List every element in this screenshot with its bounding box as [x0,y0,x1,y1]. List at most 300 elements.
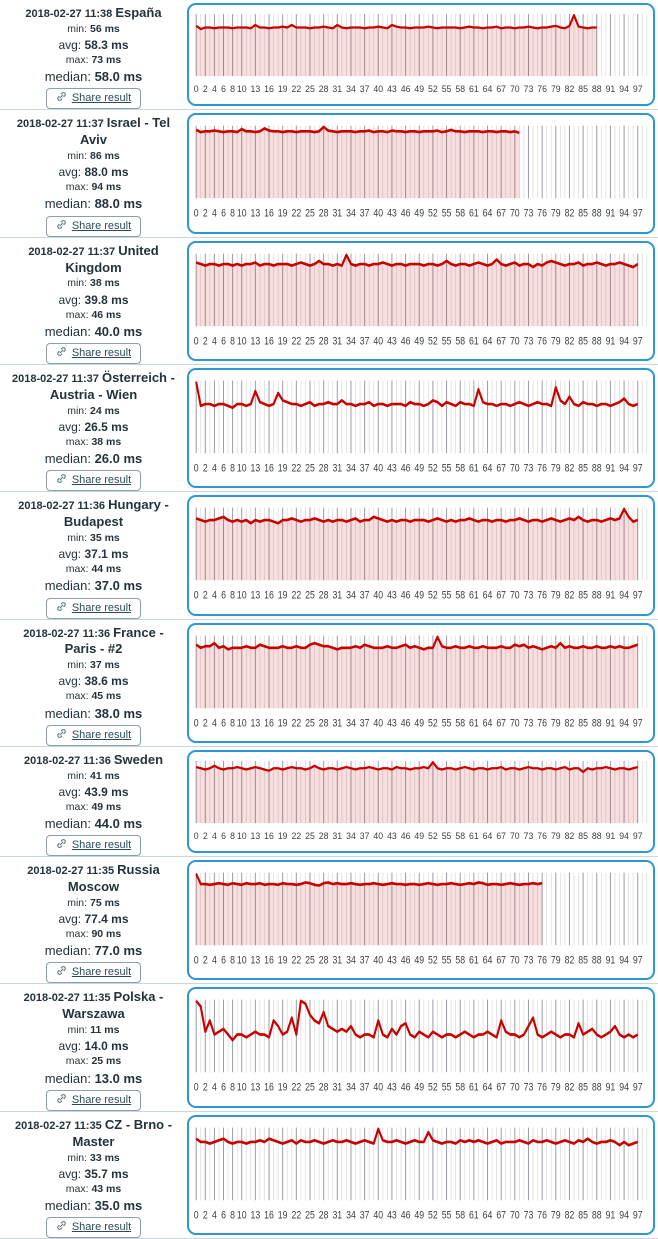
svg-text:10: 10 [236,462,247,476]
svg-text:94: 94 [619,717,629,730]
svg-text:28: 28 [318,954,329,968]
max-value: 73 ms [91,54,122,67]
svg-text:49: 49 [414,717,425,730]
svg-text:88: 88 [591,83,602,95]
svg-text:28: 28 [318,1082,329,1095]
svg-text:52: 52 [428,1209,438,1222]
avg-value: 37.1 ms [84,547,129,562]
avg-value: 43.9 ms [84,784,129,799]
result-title [0,115,187,149]
svg-text:8: 8 [230,208,236,221]
svg-text:19: 19 [277,830,288,841]
svg-text:55: 55 [441,1209,452,1222]
svg-text:0: 0 [193,590,199,603]
chart-area [187,857,658,983]
svg-text:10: 10 [236,830,247,841]
svg-text:91: 91 [605,335,616,348]
median-label: median: [44,943,91,959]
min-stat [0,770,187,783]
min-stat [0,659,187,672]
svg-text:31: 31 [332,830,343,841]
min-label: min: [67,150,88,163]
svg-text:52: 52 [428,590,438,603]
median-label: median: [44,450,91,466]
median-value: 26.0 ms [94,450,143,466]
svg-text:55: 55 [441,208,452,221]
svg-text:91: 91 [605,208,616,221]
chart-area [187,620,658,746]
svg-text:8: 8 [230,954,236,968]
svg-text:79: 79 [550,717,561,730]
svg-text:2: 2 [202,954,208,968]
svg-text:13: 13 [250,208,261,221]
svg-text:46: 46 [400,335,411,348]
svg-text:22: 22 [291,335,302,348]
svg-text:88: 88 [591,717,602,730]
svg-text:58: 58 [455,830,466,841]
ping-latency-chart [189,625,653,741]
svg-text:82: 82 [564,462,575,476]
svg-text:94: 94 [619,954,629,968]
svg-text:79: 79 [550,335,561,348]
max-value: 38 ms [91,435,122,448]
svg-text:70: 70 [509,954,520,968]
avg-value: 26.5 ms [84,419,129,434]
median-stat [0,69,187,85]
median-value: 77.0 ms [94,943,143,959]
svg-text:37: 37 [359,462,370,476]
max-stat [0,181,187,194]
result-title [0,989,187,1023]
svg-text:82: 82 [564,1082,575,1095]
svg-text:0: 0 [193,83,199,95]
max-stat [0,1183,187,1196]
median-value: 38.0 ms [94,705,143,721]
svg-text:8: 8 [230,717,236,730]
svg-text:55: 55 [441,717,452,730]
result-row [0,365,658,492]
max-label: max: [65,181,89,194]
svg-text:40: 40 [373,83,384,95]
svg-text:0: 0 [193,954,199,968]
max-value: 94 ms [91,181,122,194]
svg-text:67: 67 [496,208,507,221]
svg-text:19: 19 [277,1209,288,1222]
min-label: min: [67,1024,88,1037]
svg-text:28: 28 [318,462,329,476]
svg-text:28: 28 [318,83,329,95]
max-stat [0,54,187,67]
result-location: Österreich - Austria - Wien [49,369,175,402]
svg-text:82: 82 [564,830,575,841]
avg-stat [0,1039,187,1054]
result-datetime: 2018-02-27 11:37 [12,372,99,385]
svg-text:43: 43 [387,590,397,603]
ping-chart-frame [187,113,655,233]
min-stat [0,1152,187,1165]
svg-text:52: 52 [428,462,438,476]
median-stat [0,196,187,212]
svg-text:4: 4 [211,335,217,348]
result-meta [0,238,187,364]
svg-text:97: 97 [632,590,643,603]
svg-text:34: 34 [346,1082,356,1095]
svg-text:25: 25 [305,954,315,968]
max-label: max: [65,54,89,67]
svg-text:16: 16 [264,954,274,968]
svg-text:25: 25 [305,1209,315,1222]
svg-text:43: 43 [387,335,397,348]
min-value: 35 ms [89,532,120,545]
svg-text:61: 61 [469,954,479,968]
min-label: min: [67,896,88,909]
share-result-button[interactable] [46,725,141,746]
svg-text:16: 16 [264,208,274,221]
svg-text:91: 91 [605,717,616,730]
svg-text:70: 70 [509,462,520,476]
min-label: min: [67,1151,88,1164]
svg-text:25: 25 [305,462,315,476]
result-location: Israel - Tel Aviv [80,115,171,148]
svg-text:58: 58 [455,1209,466,1222]
svg-text:88: 88 [591,335,602,348]
svg-text:49: 49 [414,83,425,95]
result-datetime: 2018-02-27 11:37 [28,245,116,258]
svg-text:16: 16 [264,1209,274,1222]
svg-text:10: 10 [236,83,247,95]
result-row [0,238,658,365]
svg-text:55: 55 [441,954,452,968]
max-label: max: [65,800,89,813]
svg-text:64: 64 [482,83,493,95]
svg-text:49: 49 [414,830,425,841]
svg-text:91: 91 [605,954,616,968]
svg-text:49: 49 [414,1209,425,1222]
avg-label: avg: [58,912,82,927]
svg-text:91: 91 [605,1209,616,1222]
max-stat [0,690,187,703]
svg-text:49: 49 [414,954,425,968]
link-icon [56,965,67,979]
svg-text:91: 91 [605,590,616,603]
svg-text:46: 46 [400,462,411,476]
svg-text:19: 19 [277,335,288,348]
svg-text:40: 40 [373,830,384,841]
avg-stat [0,785,187,800]
svg-text:13: 13 [250,830,261,841]
svg-text:97: 97 [632,954,643,968]
max-label: max: [65,1055,89,1068]
svg-text:6: 6 [221,830,226,841]
svg-text:4: 4 [211,83,217,95]
svg-text:2: 2 [202,83,208,95]
svg-text:79: 79 [550,208,561,221]
svg-text:70: 70 [509,83,520,95]
share-result-button[interactable] [46,216,141,237]
svg-text:88: 88 [591,462,602,476]
share-result-button[interactable] [46,962,141,983]
svg-text:46: 46 [400,717,411,730]
svg-text:37: 37 [359,717,370,730]
svg-text:49: 49 [414,208,425,221]
result-location: España [115,5,162,20]
svg-text:2: 2 [202,208,208,221]
svg-text:52: 52 [428,954,438,968]
svg-text:16: 16 [264,590,274,603]
min-value: 75 ms [89,896,120,909]
result-meta [0,984,187,1110]
svg-text:2: 2 [202,830,208,841]
ping-latency-chart [189,115,653,231]
median-label: median: [44,1197,91,1213]
svg-text:34: 34 [346,1209,356,1222]
svg-text:88: 88 [591,208,602,221]
avg-value: 88.0 ms [84,165,129,180]
median-value: 58.0 ms [94,69,143,85]
svg-text:4: 4 [211,717,217,730]
max-label: max: [65,435,89,448]
link-icon [56,838,67,852]
result-meta [0,1112,187,1238]
median-stat [0,324,187,340]
svg-text:43: 43 [387,954,397,968]
link-icon [56,601,67,615]
svg-text:43: 43 [387,83,397,95]
result-location: CZ - Brno - Master [72,1116,173,1149]
svg-text:19: 19 [277,208,288,221]
median-value: 40.0 ms [94,323,143,339]
svg-text:97: 97 [632,462,643,476]
svg-text:64: 64 [482,1082,493,1095]
result-title [0,625,187,659]
result-location: Sweden [113,751,164,767]
svg-text:94: 94 [619,208,629,221]
avg-value: 14.0 ms [84,1039,129,1054]
ping-chart-frame [187,623,655,743]
max-stat [0,436,187,449]
svg-text:43: 43 [387,717,397,730]
svg-text:25: 25 [305,335,315,348]
svg-text:10: 10 [236,335,247,348]
median-label: median: [44,1070,91,1086]
svg-text:61: 61 [469,717,479,730]
svg-text:82: 82 [564,335,575,348]
svg-text:16: 16 [264,335,274,348]
svg-text:85: 85 [578,208,588,221]
svg-text:2: 2 [202,462,208,476]
median-stat [0,1198,187,1214]
min-value: 33 ms [89,1151,120,1164]
svg-text:2: 2 [202,717,208,730]
svg-text:64: 64 [482,590,493,603]
avg-value: 58.3 ms [84,38,129,53]
svg-text:76: 76 [537,1082,547,1095]
svg-text:31: 31 [332,954,343,968]
svg-text:8: 8 [230,1082,236,1095]
svg-text:37: 37 [359,1082,370,1095]
svg-text:25: 25 [305,830,315,841]
svg-text:97: 97 [632,830,643,841]
result-title [0,5,187,22]
svg-text:94: 94 [619,590,629,603]
share-result-label: Share result [71,1221,132,1234]
svg-text:2: 2 [202,335,208,348]
result-datetime: 2018-02-27 11:35 [27,865,115,878]
svg-text:49: 49 [414,335,425,348]
avg-stat [0,674,187,689]
svg-text:91: 91 [605,462,616,476]
min-label: min: [67,277,88,290]
share-result-button[interactable] [46,1090,141,1111]
svg-text:22: 22 [291,1209,302,1222]
result-location: Polska - Warszawa [62,989,164,1022]
chart-area [187,238,658,364]
median-value: 35.0 ms [94,1197,143,1213]
svg-text:58: 58 [455,462,466,476]
svg-text:25: 25 [305,208,315,221]
svg-text:10: 10 [236,208,247,221]
svg-text:70: 70 [509,1082,520,1095]
svg-text:67: 67 [496,1082,507,1095]
avg-value: 35.7 ms [84,1166,129,1181]
svg-text:55: 55 [441,830,452,841]
svg-text:97: 97 [632,335,643,348]
svg-text:37: 37 [359,830,370,841]
svg-text:58: 58 [455,208,466,221]
result-location: Russia Moscow [67,862,160,895]
svg-text:85: 85 [578,83,588,95]
svg-text:61: 61 [469,830,479,841]
max-label: max: [65,690,89,703]
min-label: min: [67,659,88,672]
svg-text:88: 88 [591,590,602,603]
avg-value: 77.4 ms [84,912,129,927]
svg-text:46: 46 [400,830,411,841]
share-result-button[interactable] [46,835,141,856]
result-meta [0,365,187,491]
chart-area [187,984,658,1110]
svg-text:76: 76 [537,1209,547,1222]
svg-text:76: 76 [537,717,547,730]
max-value: 45 ms [91,690,122,703]
avg-value: 38.6 ms [84,674,129,689]
avg-stat [0,420,187,435]
svg-text:91: 91 [605,1082,616,1095]
svg-text:76: 76 [537,335,547,348]
svg-text:8: 8 [230,1209,236,1222]
svg-text:61: 61 [469,1082,479,1095]
svg-text:19: 19 [277,462,288,476]
ping-latency-chart [189,5,653,104]
result-location: Hungary - Budapest [63,497,169,530]
svg-text:73: 73 [523,590,534,603]
svg-text:40: 40 [373,1082,384,1095]
result-row [0,1112,658,1239]
svg-text:61: 61 [469,208,479,221]
svg-text:61: 61 [469,590,479,603]
result-datetime: 2018-02-27 11:36 [23,754,111,767]
svg-text:0: 0 [193,462,199,476]
svg-text:37: 37 [359,335,370,348]
svg-text:55: 55 [441,335,452,348]
share-result-button[interactable] [46,598,141,619]
share-result-button[interactable] [46,1217,141,1238]
svg-text:85: 85 [578,954,588,968]
svg-text:73: 73 [523,954,534,968]
chart-area [187,365,658,491]
svg-text:16: 16 [264,830,274,841]
chart-area [187,747,658,856]
svg-text:52: 52 [428,208,438,221]
avg-stat [0,1167,187,1182]
svg-text:64: 64 [482,335,493,348]
svg-text:19: 19 [277,717,288,730]
svg-text:40: 40 [373,462,384,476]
svg-text:58: 58 [455,335,466,348]
avg-label: avg: [58,419,82,434]
svg-text:25: 25 [305,83,315,95]
svg-text:67: 67 [496,462,507,476]
min-stat [0,150,187,163]
svg-text:4: 4 [211,1209,217,1222]
svg-text:97: 97 [632,1082,643,1095]
svg-text:6: 6 [221,590,226,603]
avg-label: avg: [58,38,82,53]
ping-latency-chart [189,243,653,359]
svg-text:25: 25 [305,590,315,603]
link-icon [56,728,67,742]
svg-text:0: 0 [193,830,199,841]
min-value: 41 ms [89,769,120,782]
svg-text:52: 52 [428,830,438,841]
svg-text:82: 82 [564,954,575,968]
svg-text:43: 43 [387,1209,397,1222]
svg-text:97: 97 [632,717,643,730]
svg-text:76: 76 [537,954,547,968]
median-value: 13.0 ms [94,1070,143,1086]
share-result-label: Share result [71,1093,132,1106]
result-meta [0,110,187,236]
svg-text:4: 4 [211,208,217,221]
svg-text:67: 67 [496,717,507,730]
link-icon [56,1220,67,1234]
svg-text:8: 8 [230,83,236,95]
share-result-button[interactable] [46,88,141,109]
result-meta [0,620,187,746]
svg-text:67: 67 [496,335,507,348]
svg-text:70: 70 [509,590,520,603]
svg-text:19: 19 [277,954,288,968]
share-result-button[interactable] [46,470,141,491]
svg-text:61: 61 [469,83,479,95]
share-result-button[interactable] [46,343,141,364]
svg-text:16: 16 [264,462,274,476]
svg-text:31: 31 [332,83,343,95]
svg-text:79: 79 [550,83,561,95]
svg-text:0: 0 [193,208,199,221]
median-value: 37.0 ms [94,578,143,594]
svg-text:58: 58 [455,1082,466,1095]
svg-text:61: 61 [469,335,479,348]
max-label: max: [65,1182,89,1195]
min-stat [0,1024,187,1037]
svg-text:40: 40 [373,590,384,603]
svg-text:22: 22 [291,717,302,730]
chart-area [187,0,658,109]
avg-stat [0,912,187,927]
svg-text:73: 73 [523,1209,534,1222]
svg-text:31: 31 [332,335,343,348]
